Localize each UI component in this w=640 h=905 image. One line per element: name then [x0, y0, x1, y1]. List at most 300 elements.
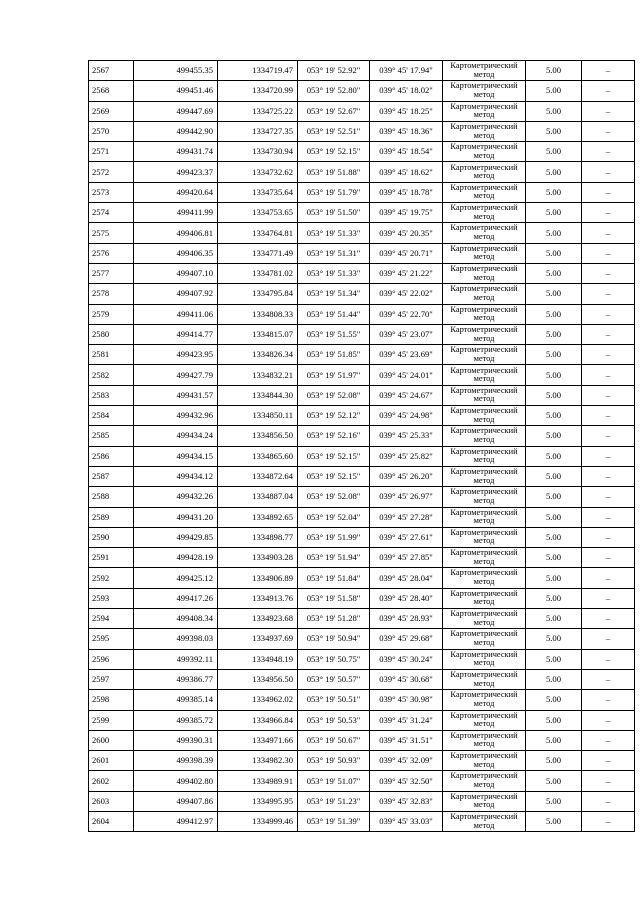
table-row [89, 365, 635, 385]
method-cell: Картометрический метод [443, 507, 526, 527]
coordinates-table [88, 60, 635, 832]
method-cell: Картометрический метод [443, 609, 526, 629]
x-coordinate-cell: 499442.90 [134, 121, 218, 141]
x-coordinate-cell: 499431.20 [134, 507, 218, 527]
x-coordinate-cell: 499455.35 [134, 61, 218, 81]
longitude-cell: 039° 45' 27.28" [370, 507, 443, 527]
latitude-cell: 053° 19' 52.51" [298, 121, 370, 141]
y-coordinate-cell: 1334906.89 [218, 568, 298, 588]
longitude-cell: 039° 45' 23.69" [370, 345, 443, 365]
method-cell: Картометрический метод [443, 811, 526, 831]
y-coordinate-cell: 1334887.04 [218, 487, 298, 507]
accuracy-cell: 5.00 [526, 304, 582, 324]
method-cell: Картометрический метод [443, 243, 526, 263]
longitude-cell: 039° 45' 17.94" [370, 61, 443, 81]
y-coordinate-cell: 1334719.47 [218, 61, 298, 81]
method-cell: Картометрический метод [443, 487, 526, 507]
longitude-cell: 039° 45' 18.36" [370, 121, 443, 141]
method-cell: Картометрический метод [443, 527, 526, 547]
method-cell: Картометрический метод [443, 324, 526, 344]
longitude-cell: 039° 45' 18.54" [370, 142, 443, 162]
longitude-cell: 039° 45' 27.61" [370, 527, 443, 547]
longitude-cell: 039° 45' 32.09" [370, 751, 443, 771]
longitude-cell: 039° 45' 23.07" [370, 324, 443, 344]
latitude-cell: 053° 19' 52.15" [298, 142, 370, 162]
y-coordinate-cell: 1334771.49 [218, 243, 298, 263]
x-coordinate-cell: 499434.12 [134, 466, 218, 486]
point-number-cell: 2585 [89, 426, 134, 446]
point-number-cell: 2576 [89, 243, 134, 263]
longitude-cell: 039° 45' 31.24" [370, 710, 443, 730]
point-number-cell: 2583 [89, 385, 134, 405]
accuracy-cell: 5.00 [526, 345, 582, 365]
x-coordinate-cell: 499447.69 [134, 101, 218, 121]
x-coordinate-cell: 499417.26 [134, 588, 218, 608]
note-cell: – [582, 446, 635, 466]
method-cell: Картометрический метод [443, 81, 526, 101]
accuracy-cell: 5.00 [526, 101, 582, 121]
table-row [89, 81, 635, 101]
latitude-cell: 053° 19' 52.15" [298, 446, 370, 466]
note-cell: – [582, 385, 635, 405]
y-coordinate-cell: 1334903.28 [218, 548, 298, 568]
table-row [89, 142, 635, 162]
table-row [89, 121, 635, 141]
x-coordinate-cell: 499390.31 [134, 730, 218, 750]
x-coordinate-cell: 499432.96 [134, 406, 218, 426]
longitude-cell: 039° 45' 29.68" [370, 629, 443, 649]
document-page [88, 60, 611, 832]
table-row [89, 507, 635, 527]
method-cell: Картометрический метод [443, 751, 526, 771]
table-row [89, 101, 635, 121]
x-coordinate-cell: 499406.35 [134, 243, 218, 263]
y-coordinate-cell: 1334956.50 [218, 669, 298, 689]
note-cell: – [582, 466, 635, 486]
x-coordinate-cell: 499406.81 [134, 223, 218, 243]
note-cell: – [582, 730, 635, 750]
method-cell: Картометрический метод [443, 385, 526, 405]
method-cell: Картометрический метод [443, 710, 526, 730]
accuracy-cell: 5.00 [526, 223, 582, 243]
latitude-cell: 053° 19' 50.67" [298, 730, 370, 750]
longitude-cell: 039° 45' 26.20" [370, 466, 443, 486]
method-cell: Картометрический метод [443, 223, 526, 243]
latitude-cell: 053° 19' 51.55" [298, 324, 370, 344]
note-cell: – [582, 243, 635, 263]
y-coordinate-cell: 1334966.84 [218, 710, 298, 730]
latitude-cell: 053° 19' 52.08" [298, 487, 370, 507]
x-coordinate-cell: 499408.34 [134, 609, 218, 629]
longitude-cell: 039° 45' 18.62" [370, 162, 443, 182]
latitude-cell: 053° 19' 50.75" [298, 649, 370, 669]
y-coordinate-cell: 1334795.84 [218, 284, 298, 304]
table-row [89, 243, 635, 263]
accuracy-cell: 5.00 [526, 365, 582, 385]
y-coordinate-cell: 1334948.19 [218, 649, 298, 669]
table-row [89, 629, 635, 649]
point-number-cell: 2595 [89, 629, 134, 649]
latitude-cell: 053° 19' 52.12" [298, 406, 370, 426]
longitude-cell: 039° 45' 21.22" [370, 263, 443, 283]
table-row [89, 487, 635, 507]
y-coordinate-cell: 1334732.62 [218, 162, 298, 182]
x-coordinate-cell: 499386.77 [134, 669, 218, 689]
longitude-cell: 039° 45' 25.33" [370, 426, 443, 446]
point-number-cell: 2588 [89, 487, 134, 507]
x-coordinate-cell: 499407.86 [134, 791, 218, 811]
note-cell: – [582, 609, 635, 629]
method-cell: Картометрический метод [443, 466, 526, 486]
point-number-cell: 2581 [89, 345, 134, 365]
x-coordinate-cell: 499385.14 [134, 690, 218, 710]
longitude-cell: 039° 45' 26.97" [370, 487, 443, 507]
note-cell: – [582, 629, 635, 649]
x-coordinate-cell: 499407.92 [134, 284, 218, 304]
y-coordinate-cell: 1334753.65 [218, 203, 298, 223]
point-number-cell: 2582 [89, 365, 134, 385]
note-cell: – [582, 690, 635, 710]
point-number-cell: 2591 [89, 548, 134, 568]
point-number-cell: 2569 [89, 101, 134, 121]
latitude-cell: 053° 19' 52.67" [298, 101, 370, 121]
longitude-cell: 039° 45' 33.03" [370, 811, 443, 831]
y-coordinate-cell: 1334720.99 [218, 81, 298, 101]
table-row [89, 406, 635, 426]
point-number-cell: 2579 [89, 304, 134, 324]
longitude-cell: 039° 45' 22.02" [370, 284, 443, 304]
note-cell: – [582, 507, 635, 527]
latitude-cell: 053° 19' 51.28" [298, 609, 370, 629]
x-coordinate-cell: 499432.26 [134, 487, 218, 507]
y-coordinate-cell: 1334962.02 [218, 690, 298, 710]
x-coordinate-cell: 499398.39 [134, 751, 218, 771]
method-cell: Картометрический метод [443, 791, 526, 811]
accuracy-cell: 5.00 [526, 466, 582, 486]
y-coordinate-cell: 1334898.77 [218, 527, 298, 547]
table-row [89, 385, 635, 405]
latitude-cell: 053° 19' 50.53" [298, 710, 370, 730]
method-cell: Картометрический метод [443, 426, 526, 446]
x-coordinate-cell: 499398.03 [134, 629, 218, 649]
x-coordinate-cell: 499402.80 [134, 771, 218, 791]
point-number-cell: 2594 [89, 609, 134, 629]
note-cell: – [582, 365, 635, 385]
x-coordinate-cell: 499407.10 [134, 263, 218, 283]
x-coordinate-cell: 499429.85 [134, 527, 218, 547]
table-row [89, 690, 635, 710]
y-coordinate-cell: 1334989.91 [218, 771, 298, 791]
table-row [89, 223, 635, 243]
table-body [89, 61, 635, 832]
method-cell: Картометрический метод [443, 284, 526, 304]
table-row [89, 669, 635, 689]
latitude-cell: 053° 19' 51.94" [298, 548, 370, 568]
x-coordinate-cell: 499412.97 [134, 811, 218, 831]
latitude-cell: 053° 19' 51.44" [298, 304, 370, 324]
point-number-cell: 2587 [89, 466, 134, 486]
y-coordinate-cell: 1334982.30 [218, 751, 298, 771]
method-cell: Картометрический метод [443, 365, 526, 385]
note-cell: – [582, 304, 635, 324]
y-coordinate-cell: 1334872.64 [218, 466, 298, 486]
longitude-cell: 039° 45' 18.25" [370, 101, 443, 121]
table-row [89, 284, 635, 304]
method-cell: Картометрический метод [443, 690, 526, 710]
longitude-cell: 039° 45' 30.98" [370, 690, 443, 710]
method-cell: Картометрический метод [443, 406, 526, 426]
accuracy-cell: 5.00 [526, 710, 582, 730]
longitude-cell: 039° 45' 24.98" [370, 406, 443, 426]
note-cell: – [582, 81, 635, 101]
x-coordinate-cell: 499414.77 [134, 324, 218, 344]
latitude-cell: 053° 19' 51.07" [298, 771, 370, 791]
note-cell: – [582, 162, 635, 182]
point-number-cell: 2574 [89, 203, 134, 223]
longitude-cell: 039° 45' 18.02" [370, 81, 443, 101]
latitude-cell: 053° 19' 52.15" [298, 466, 370, 486]
table-row [89, 61, 635, 81]
accuracy-cell: 5.00 [526, 61, 582, 81]
x-coordinate-cell: 499423.37 [134, 162, 218, 182]
table-row [89, 203, 635, 223]
latitude-cell: 053° 19' 51.23" [298, 791, 370, 811]
table-row [89, 811, 635, 831]
accuracy-cell: 5.00 [526, 81, 582, 101]
y-coordinate-cell: 1334735.64 [218, 182, 298, 202]
method-cell: Картометрический метод [443, 101, 526, 121]
x-coordinate-cell: 499434.15 [134, 446, 218, 466]
accuracy-cell: 5.00 [526, 649, 582, 669]
accuracy-cell: 5.00 [526, 162, 582, 182]
latitude-cell: 053° 19' 51.33" [298, 263, 370, 283]
table-row [89, 324, 635, 344]
note-cell: – [582, 61, 635, 81]
longitude-cell: 039° 45' 28.04" [370, 568, 443, 588]
point-number-cell: 2570 [89, 121, 134, 141]
note-cell: – [582, 426, 635, 446]
point-number-cell: 2571 [89, 142, 134, 162]
point-number-cell: 2568 [89, 81, 134, 101]
table-row [89, 466, 635, 486]
longitude-cell: 039° 45' 32.50" [370, 771, 443, 791]
y-coordinate-cell: 1334865.60 [218, 446, 298, 466]
accuracy-cell: 5.00 [526, 771, 582, 791]
longitude-cell: 039° 45' 24.01" [370, 365, 443, 385]
point-number-cell: 2596 [89, 649, 134, 669]
point-number-cell: 2597 [89, 669, 134, 689]
latitude-cell: 053° 19' 50.57" [298, 669, 370, 689]
latitude-cell: 053° 19' 51.88" [298, 162, 370, 182]
longitude-cell: 039° 45' 24.67" [370, 385, 443, 405]
note-cell: – [582, 649, 635, 669]
accuracy-cell: 5.00 [526, 690, 582, 710]
latitude-cell: 053° 19' 51.99" [298, 527, 370, 547]
latitude-cell: 053° 19' 51.58" [298, 588, 370, 608]
longitude-cell: 039° 45' 22.70" [370, 304, 443, 324]
note-cell: – [582, 121, 635, 141]
point-number-cell: 2598 [89, 690, 134, 710]
point-number-cell: 2600 [89, 730, 134, 750]
note-cell: – [582, 527, 635, 547]
longitude-cell: 039° 45' 19.75" [370, 203, 443, 223]
accuracy-cell: 5.00 [526, 507, 582, 527]
y-coordinate-cell: 1334725.22 [218, 101, 298, 121]
note-cell: – [582, 771, 635, 791]
x-coordinate-cell: 499420.64 [134, 182, 218, 202]
longitude-cell: 039° 45' 32.83" [370, 791, 443, 811]
x-coordinate-cell: 499411.99 [134, 203, 218, 223]
point-number-cell: 2575 [89, 223, 134, 243]
note-cell: – [582, 710, 635, 730]
accuracy-cell: 5.00 [526, 203, 582, 223]
note-cell: – [582, 548, 635, 568]
longitude-cell: 039° 45' 27.85" [370, 548, 443, 568]
method-cell: Картометрический метод [443, 649, 526, 669]
table-row [89, 751, 635, 771]
latitude-cell: 053° 19' 51.34" [298, 284, 370, 304]
accuracy-cell: 5.00 [526, 588, 582, 608]
latitude-cell: 053° 19' 51.39" [298, 811, 370, 831]
latitude-cell: 053° 19' 51.79" [298, 182, 370, 202]
latitude-cell: 053° 19' 51.33" [298, 223, 370, 243]
note-cell: – [582, 284, 635, 304]
longitude-cell: 039° 45' 28.40" [370, 588, 443, 608]
latitude-cell: 053° 19' 52.92" [298, 61, 370, 81]
point-number-cell: 2601 [89, 751, 134, 771]
accuracy-cell: 5.00 [526, 548, 582, 568]
accuracy-cell: 5.00 [526, 629, 582, 649]
point-number-cell: 2577 [89, 263, 134, 283]
point-number-cell: 2578 [89, 284, 134, 304]
point-number-cell: 2592 [89, 568, 134, 588]
y-coordinate-cell: 1334730.94 [218, 142, 298, 162]
note-cell: – [582, 263, 635, 283]
accuracy-cell: 5.00 [526, 669, 582, 689]
longitude-cell: 039° 45' 20.71" [370, 243, 443, 263]
table-row [89, 263, 635, 283]
latitude-cell: 053° 19' 51.50" [298, 203, 370, 223]
accuracy-cell: 5.00 [526, 406, 582, 426]
longitude-cell: 039° 45' 20.35" [370, 223, 443, 243]
method-cell: Картометрический метод [443, 446, 526, 466]
latitude-cell: 053° 19' 51.31" [298, 243, 370, 263]
y-coordinate-cell: 1334995.95 [218, 791, 298, 811]
point-number-cell: 2567 [89, 61, 134, 81]
accuracy-cell: 5.00 [526, 751, 582, 771]
y-coordinate-cell: 1334923.68 [218, 609, 298, 629]
y-coordinate-cell: 1334808.33 [218, 304, 298, 324]
y-coordinate-cell: 1334913.76 [218, 588, 298, 608]
accuracy-cell: 5.00 [526, 324, 582, 344]
table-row [89, 182, 635, 202]
table-row [89, 568, 635, 588]
table-row [89, 345, 635, 365]
latitude-cell: 053° 19' 51.85" [298, 345, 370, 365]
x-coordinate-cell: 499427.79 [134, 365, 218, 385]
latitude-cell: 053° 19' 52.16" [298, 426, 370, 446]
point-number-cell: 2586 [89, 446, 134, 466]
method-cell: Картометрический метод [443, 345, 526, 365]
y-coordinate-cell: 1334832.21 [218, 365, 298, 385]
y-coordinate-cell: 1334844.30 [218, 385, 298, 405]
method-cell: Картометрический метод [443, 304, 526, 324]
longitude-cell: 039° 45' 28.93" [370, 609, 443, 629]
latitude-cell: 053° 19' 52.80" [298, 81, 370, 101]
note-cell: – [582, 203, 635, 223]
y-coordinate-cell: 1334727.35 [218, 121, 298, 141]
point-number-cell: 2584 [89, 406, 134, 426]
x-coordinate-cell: 499385.72 [134, 710, 218, 730]
y-coordinate-cell: 1334999.46 [218, 811, 298, 831]
accuracy-cell: 5.00 [526, 263, 582, 283]
y-coordinate-cell: 1334815.07 [218, 324, 298, 344]
table-row [89, 609, 635, 629]
table-row [89, 771, 635, 791]
method-cell: Картометрический метод [443, 548, 526, 568]
accuracy-cell: 5.00 [526, 284, 582, 304]
note-cell: – [582, 791, 635, 811]
note-cell: – [582, 568, 635, 588]
table-row [89, 527, 635, 547]
note-cell: – [582, 324, 635, 344]
point-number-cell: 2590 [89, 527, 134, 547]
accuracy-cell: 5.00 [526, 568, 582, 588]
note-cell: – [582, 101, 635, 121]
accuracy-cell: 5.00 [526, 609, 582, 629]
latitude-cell: 053° 19' 50.51" [298, 690, 370, 710]
x-coordinate-cell: 499392.11 [134, 649, 218, 669]
longitude-cell: 039° 45' 30.24" [370, 649, 443, 669]
table-row [89, 730, 635, 750]
method-cell: Картометрический метод [443, 568, 526, 588]
point-number-cell: 2572 [89, 162, 134, 182]
note-cell: – [582, 142, 635, 162]
latitude-cell: 053° 19' 51.97" [298, 365, 370, 385]
method-cell: Картометрический метод [443, 588, 526, 608]
longitude-cell: 039° 45' 31.51" [370, 730, 443, 750]
accuracy-cell: 5.00 [526, 243, 582, 263]
point-number-cell: 2603 [89, 791, 134, 811]
longitude-cell: 039° 45' 18.78" [370, 182, 443, 202]
method-cell: Картометрический метод [443, 771, 526, 791]
table-row [89, 649, 635, 669]
accuracy-cell: 5.00 [526, 730, 582, 750]
x-coordinate-cell: 499411.06 [134, 304, 218, 324]
accuracy-cell: 5.00 [526, 426, 582, 446]
y-coordinate-cell: 1334937.69 [218, 629, 298, 649]
table-row [89, 304, 635, 324]
table-row [89, 710, 635, 730]
point-number-cell: 2593 [89, 588, 134, 608]
note-cell: – [582, 223, 635, 243]
y-coordinate-cell: 1334892.65 [218, 507, 298, 527]
latitude-cell: 053° 19' 52.08" [298, 385, 370, 405]
note-cell: – [582, 487, 635, 507]
method-cell: Картометрический метод [443, 162, 526, 182]
method-cell: Картометрический метод [443, 142, 526, 162]
x-coordinate-cell: 499423.95 [134, 345, 218, 365]
note-cell: – [582, 588, 635, 608]
accuracy-cell: 5.00 [526, 446, 582, 466]
y-coordinate-cell: 1334826.34 [218, 345, 298, 365]
method-cell: Картометрический метод [443, 730, 526, 750]
point-number-cell: 2599 [89, 710, 134, 730]
x-coordinate-cell: 499431.57 [134, 385, 218, 405]
accuracy-cell: 5.00 [526, 142, 582, 162]
accuracy-cell: 5.00 [526, 527, 582, 547]
method-cell: Картометрический метод [443, 182, 526, 202]
